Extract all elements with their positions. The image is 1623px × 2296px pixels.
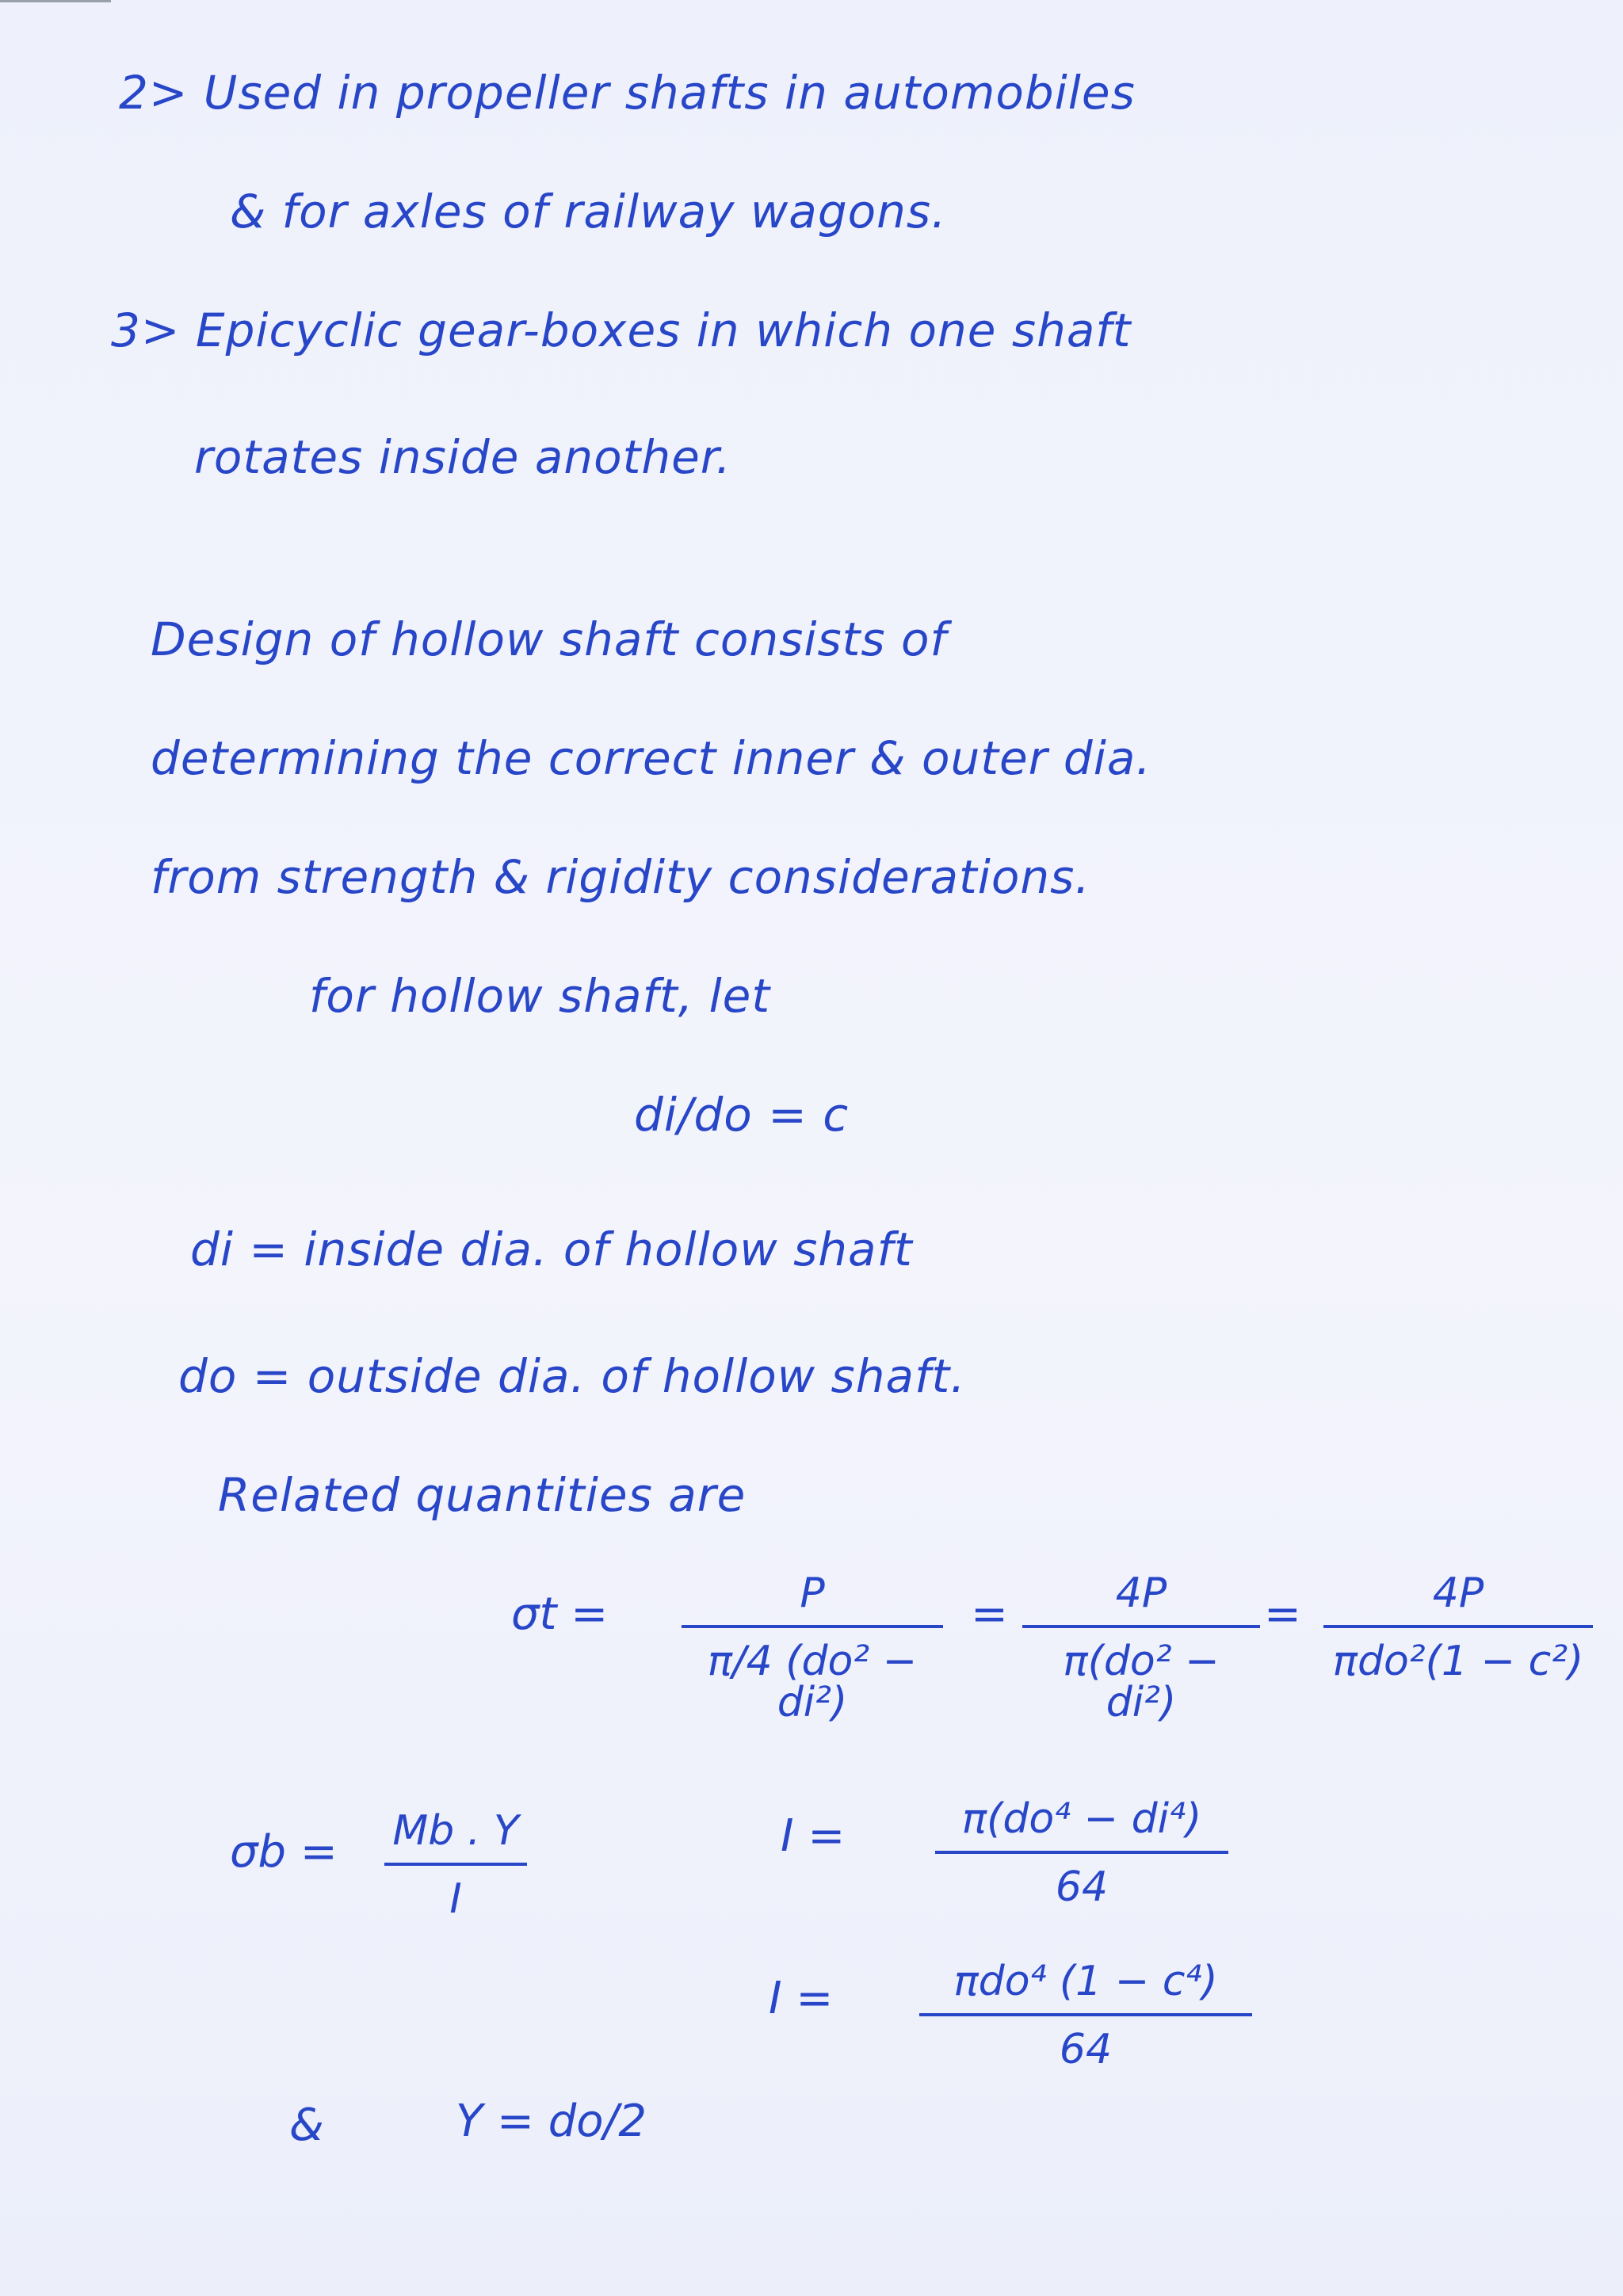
definition-outer-diameter: do = outside dia. of hollow shaft.: [178, 1349, 966, 1403]
definition-inner-diameter: di = inside dia. of hollow shaft: [190, 1222, 913, 1276]
paragraph-line-1: Design of hollow shaft consists of: [151, 612, 947, 666]
sigma-t-fraction-3: [1323, 1569, 1593, 1685]
note-line-2a: 2> Used in propeller shafts in automobiles: [119, 66, 1136, 120]
moment-of-inertia-1-numerator: π(do⁴ − di⁴): [935, 1798, 1228, 1854]
sigma-t-fraction-2-numerator: 4P: [1022, 1573, 1260, 1628]
page-edge-mark: [0, 0, 111, 2]
sigma-t-fraction-3-denominator: πdo²(1 − c²): [1332, 1638, 1584, 1685]
sigma-t-fraction-2: [1022, 1569, 1260, 1726]
sigma-t-equals-2: =: [1264, 1589, 1301, 1640]
sigma-b-numerator: Mb . Y: [384, 1810, 527, 1866]
sigma-t-fraction-1-denominator: π/4 (do² − di²): [707, 1638, 918, 1726]
moment-of-inertia-lhs-2: I =: [769, 1973, 834, 2024]
note-line-3b: rotates inside another.: [194, 430, 731, 484]
related-quantities-heading: Related quantities are: [218, 1468, 747, 1522]
moment-of-inertia-2-denominator: 64: [1059, 2026, 1113, 2073]
paragraph-line-3: from strength & rigidity considerations.: [151, 850, 1090, 904]
sigma-t-lhs: σt =: [511, 1589, 609, 1640]
note-line-3a: 3> Epicyclic gear-boxes in which one shaft: [111, 303, 1132, 357]
paragraph-line-2: determining the correct inner & outer dia.: [151, 731, 1151, 785]
sigma-t-fraction-3-numerator: 4P: [1323, 1573, 1593, 1628]
moment-of-inertia-lhs-1: I =: [781, 1810, 846, 1862]
sigma-t-fraction-2-denominator: π(do² − di²): [1063, 1638, 1220, 1726]
moment-of-inertia-fraction-1: [935, 1795, 1228, 1911]
sigma-b-denominator: I: [449, 1875, 462, 1923]
sigma-b-lhs: σb =: [230, 1826, 338, 1878]
sigma-t-equals-1: =: [971, 1589, 1008, 1640]
y-definition: Y = do/2: [456, 2096, 647, 2147]
paragraph-line-4: for hollow shaft, let: [309, 969, 771, 1023]
sigma-t-fraction-1-numerator: P: [682, 1573, 943, 1628]
diameter-ratio: di/do = c: [634, 1088, 850, 1142]
and-sign: &: [289, 2100, 324, 2151]
moment-of-inertia-2-numerator: πdo⁴ (1 − c⁴): [919, 1961, 1252, 2016]
sigma-t-fraction-1: [682, 1569, 943, 1726]
moment-of-inertia-fraction-2: [919, 1958, 1252, 2073]
sigma-b-fraction: [384, 1807, 527, 1923]
moment-of-inertia-1-denominator: 64: [1055, 1863, 1109, 1911]
note-line-2b: & for axles of railway wagons.: [230, 185, 947, 238]
